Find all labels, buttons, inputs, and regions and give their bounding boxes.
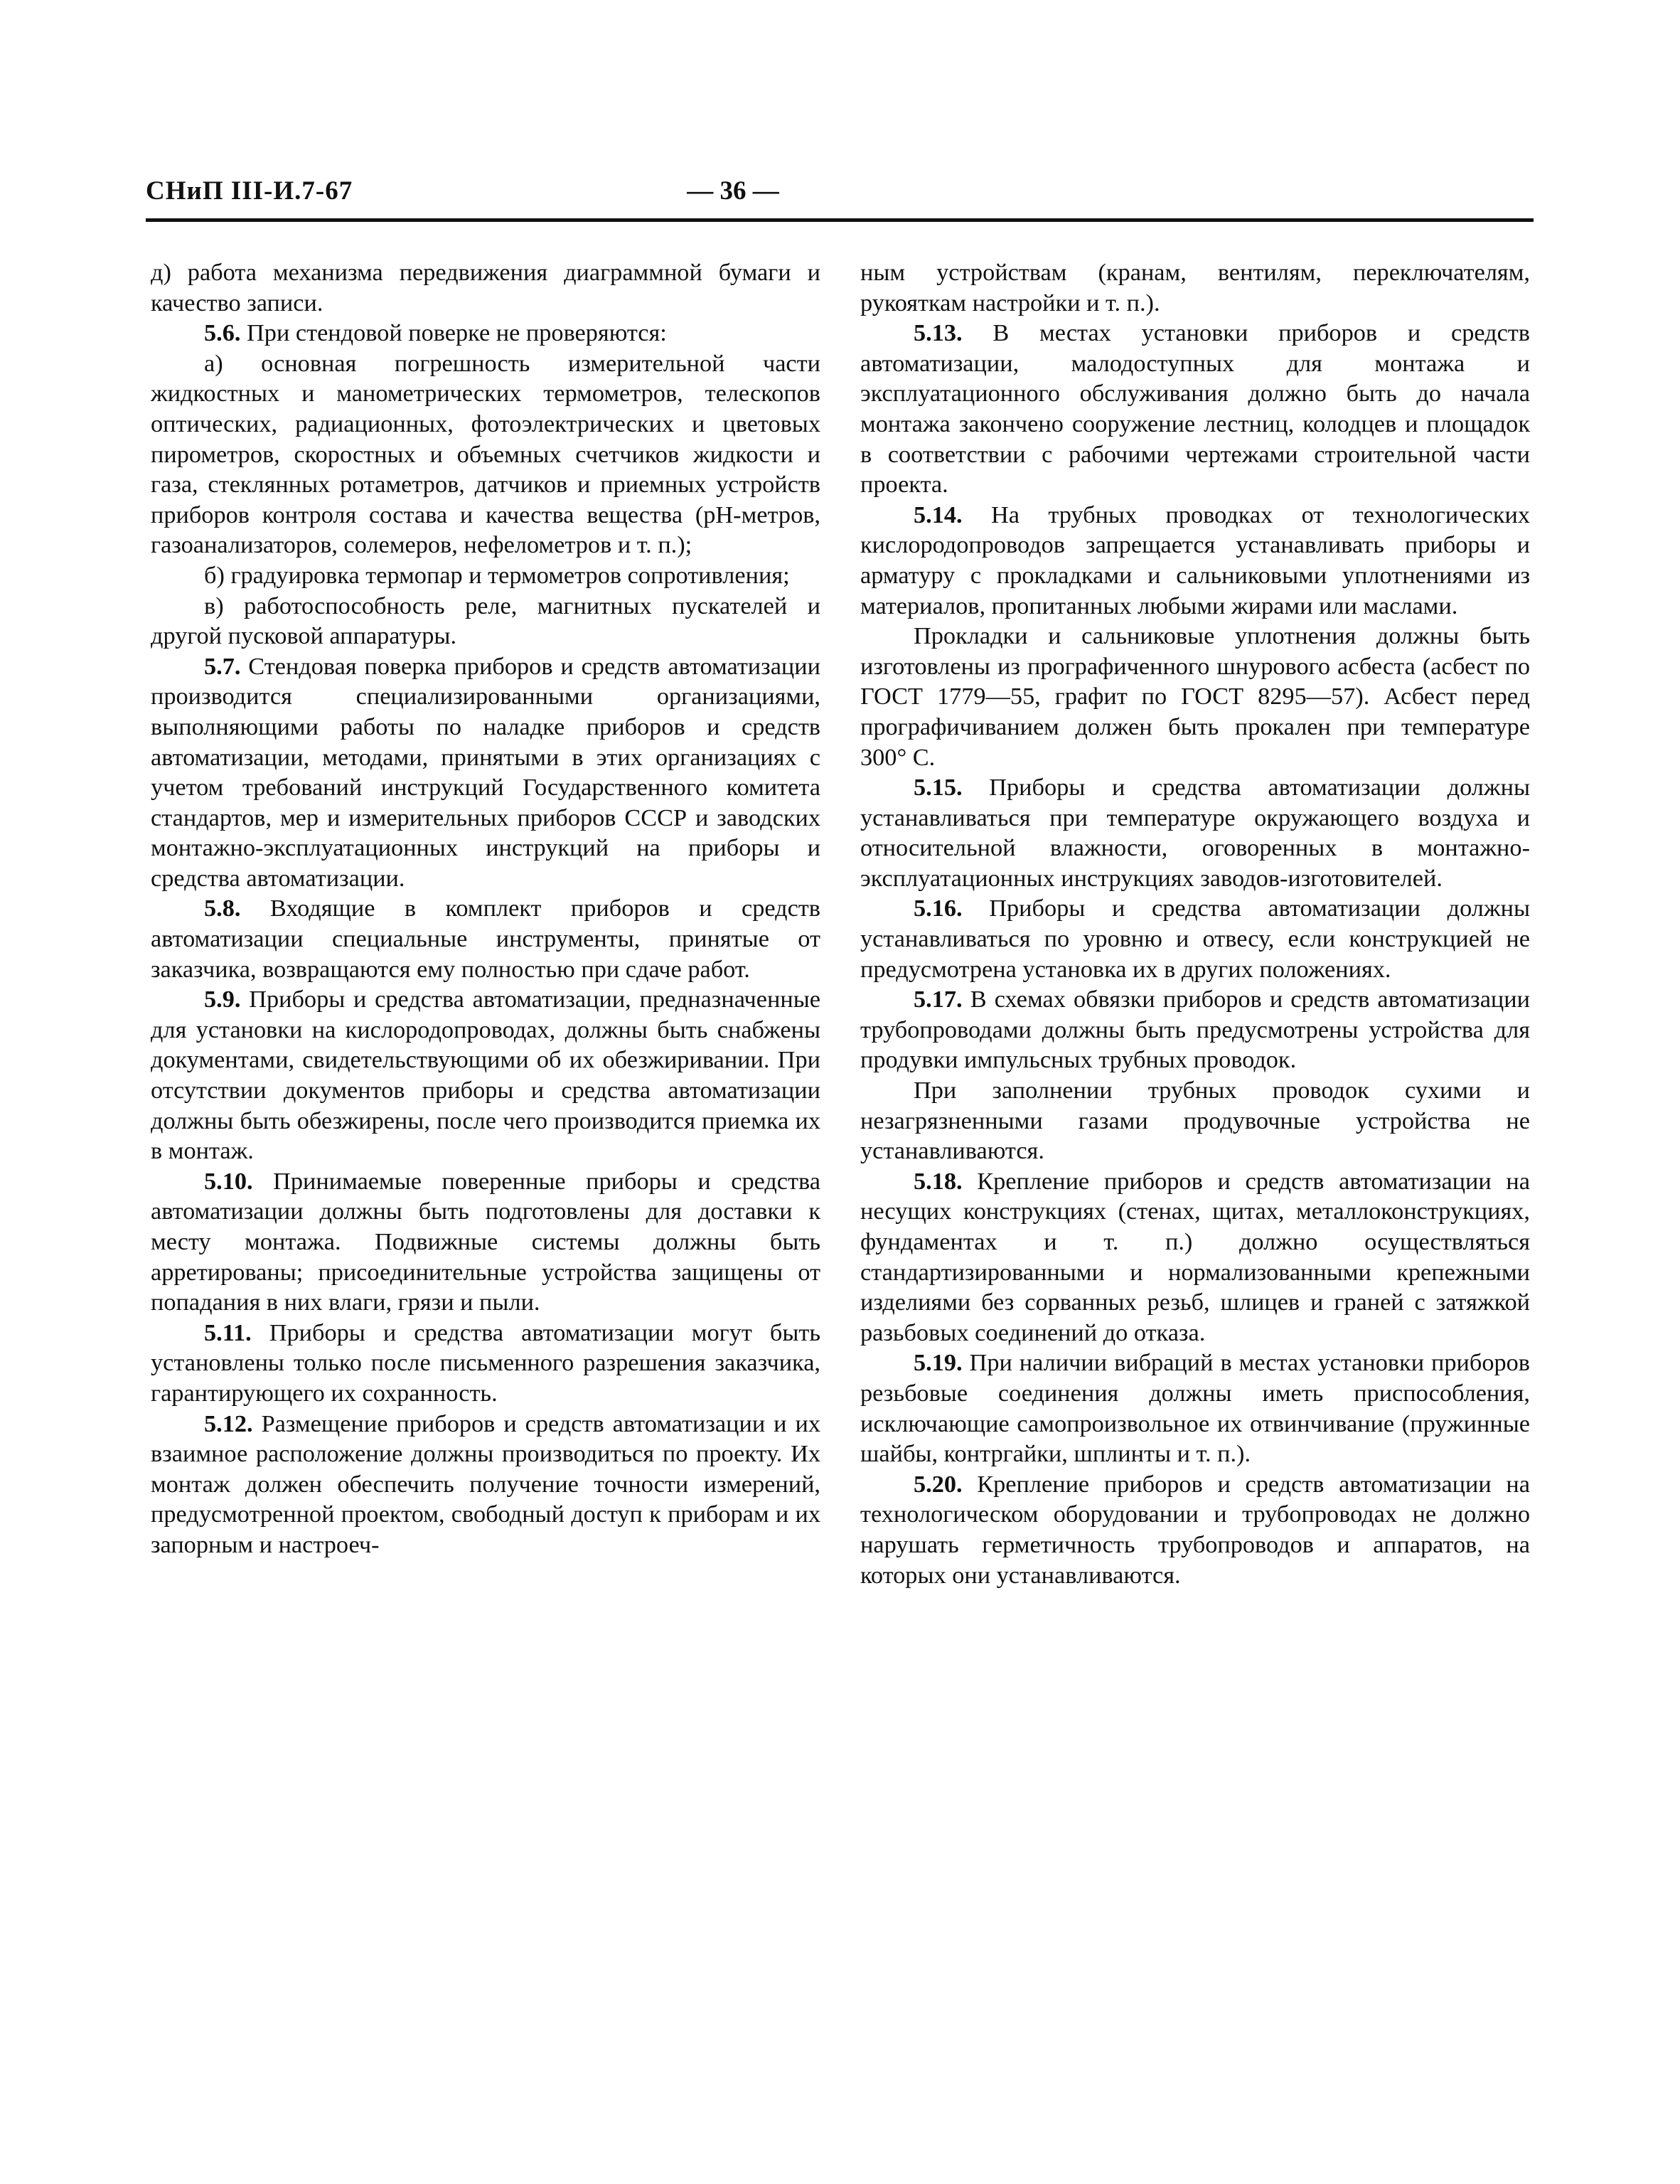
paragraph-text: в) работоспособность реле, магнитных пускателей и другой пусковой аппаратуры. <box>151 592 820 650</box>
paragraph-text: Прокладки и сальниковые уплотнения должны быть изготовлены из прографиченного шнурового асбеста (асбест по ГОСТ 1779—55, графит по ГОСТ 8295—57). Асбест перед прографичиванием должен быть прокален при температуре 300° С. <box>860 622 1530 771</box>
paragraph-text: Приборы и средства автоматизации могут быть установлены только после письменного разрешения заказчика, гарантирующего их сохранность. <box>151 1319 820 1407</box>
page-header <box>146 176 1534 218</box>
clause-number: 5.9. <box>204 986 241 1013</box>
paragraph <box>151 348 820 560</box>
clause-number: 5.10. <box>204 1167 253 1195</box>
paragraph <box>860 893 1530 984</box>
paragraph <box>860 318 1530 500</box>
paragraph <box>151 1166 820 1318</box>
paragraph <box>860 984 1530 1075</box>
clause-number: 5.6. <box>204 319 241 347</box>
paragraph-text: ным устройствам (кранам, вентилям, переключателям, рукояткам настройки и т. п.). <box>860 259 1530 316</box>
paragraph <box>151 984 820 1166</box>
paragraph <box>151 257 820 318</box>
paragraph-text: При заполнении трубных проводок сухими и незагрязненными газами продувочные устройства не устанавливаются. <box>860 1077 1530 1165</box>
clause-number: 5.12. <box>204 1410 253 1437</box>
paragraph <box>151 893 820 984</box>
left-column <box>151 257 820 1560</box>
clause-number: 5.20. <box>914 1470 963 1498</box>
paragraph <box>151 651 820 894</box>
paragraph-text: При наличии вибраций в местах установки приборов резьбовые соединения должны иметь приспособления, исключающие самопроизвольное их отвинчивание (пружинные шайбы, контргайки, шплинты и т. п.). <box>860 1349 1530 1468</box>
clause-number: 5.7. <box>204 652 241 680</box>
paragraph <box>860 1348 1530 1469</box>
header-rule <box>146 218 1534 222</box>
paragraph <box>151 1409 820 1560</box>
paragraph <box>151 560 820 591</box>
paragraph-text: д) работа механизма передвижения диаграммной бумаги и качество записи. <box>151 259 820 316</box>
paragraph-text: Принимаемые поверенные приборы и средства автоматизации должны быть подготовлены для доставки к месту монтажа. Подвижные системы должны быть арретированы; присоединительные устройства защищены от попадания в них влаги, грязи и пыли. <box>151 1167 820 1316</box>
paragraph-text: б) градуировка термопар и термометров сопротивления; <box>204 561 790 589</box>
paragraph-text: Крепление приборов и средств автоматизации на технологическом оборудовании и трубопроводах не должно нарушать герметичность трубопроводов и аппаратов, на которых они устанавливаются. <box>860 1470 1530 1589</box>
clause-number: 5.15. <box>914 774 963 801</box>
clause-number: 5.13. <box>914 319 963 347</box>
paragraph-text: а) основная погрешность измерительной части жидкостных и манометрических термометров, телескопов оптических, радиационных, фотоэлектрических и цветовых пирометров, скоростных и объемных счетчиков жидкости и газа, стеклянных ротаметров, датчиков и приемных устройств приборов контроля состава и качества вещества (рН-метров, газоанализаторов, солемеров, нефелометров и т. п.); <box>151 349 820 559</box>
paragraph-text: В местах установки приборов и средств автоматизации, малодоступных для монтажа и эксплуатационного обслуживания должно быть до начала монтажа закончено сооружение лестниц, колодцев и площадок в соответствии с рабочими чертежами строительной части проекта. <box>860 319 1530 499</box>
paragraph <box>151 1318 820 1409</box>
paragraph <box>860 1166 1530 1348</box>
paragraph <box>151 318 820 348</box>
paragraph-text: Приборы и средства автоматизации должны устанавливаться при температуре окружающего воздуха и относительной влажности, оговоренных в монтажно-эксплуатационных инструкциях заводов-изготовителей. <box>860 774 1530 892</box>
paragraph-text: Размещение приборов и средств автоматизации и их взаимное расположение должны производиться по проекту. Их монтаж должен обеспечить получение точности измерений, предусмотренной проектом, свободный доступ к приборам и их запорным и настроеч- <box>151 1410 820 1558</box>
clause-number: 5.17. <box>914 986 963 1013</box>
paragraph <box>860 1469 1530 1590</box>
paragraph-text: На трубных проводках от технологических кислородопроводов запрещается устанавливать приборы и арматуру с прокладками и сальниковыми уплотнениями из материалов, пропитанных любыми жирами или маслами. <box>860 501 1530 619</box>
paragraph <box>860 1075 1530 1166</box>
paragraph-text: Крепление приборов и средств автоматизации на несущих конструкциях (стенах, щитах, металлоконструкциях, фундаментах и т. п.) должно осуществляться стандартизированными и нормализованными крепежными изделиями без сорванных резьб, шлицев и граней с затяжкой разьбовых соединений до отказа. <box>860 1167 1530 1346</box>
paragraph-text: При стендовой поверке не проверяются: <box>240 319 667 347</box>
paragraph-text: Приборы и средства автоматизации должны устанавливаться по уровню и отвесу, если конструкцией не предусмотрена установка их в других положениях. <box>860 895 1530 983</box>
document-code: СНиП III-И.7-67 <box>146 176 353 206</box>
paragraph-text: Входящие в комплект приборов и средств автоматизации специальные инструменты, принятые от заказчика, возвращаются ему полностью при сдаче работ. <box>151 895 820 983</box>
clause-number: 5.14. <box>914 501 963 528</box>
clause-number: 5.8. <box>204 895 241 922</box>
clause-number: 5.11. <box>204 1319 252 1346</box>
paragraph-text: В схемах обвязки приборов и средств автоматизации трубопроводами должны быть предусмотрены устройства для продувки импульсных трубных проводок. <box>860 986 1530 1074</box>
clause-number: 5.16. <box>914 895 963 922</box>
clause-number: 5.18. <box>914 1167 963 1195</box>
right-column <box>860 257 1530 1590</box>
paragraph <box>860 500 1530 621</box>
paragraph-text: Приборы и средства автоматизации, предназначенные для установки на кислородопроводах, должны быть снабжены документами, свидетельствующими об их обезжиривании. При отсутствии документов приборы и средства автоматизации должны быть обезжирены, после чего производится приемка их в монтаж. <box>151 986 820 1165</box>
paragraph <box>151 591 820 651</box>
paragraph-text: Стендовая поверка приборов и средств автоматизации производится специализированными организациями, выполняющими работы по наладке приборов и средств автоматизации, методами, принятыми в этих организациях с учетом требований инструкций Государственного комитета стандартов, мер и измерительных приборов СССР и заводских монтажно-эксплуатационных инструкций на приборы и средства автоматизации. <box>151 652 820 892</box>
paragraph <box>860 772 1530 893</box>
clause-number: 5.19. <box>914 1349 963 1377</box>
page-number: — 36 — <box>687 176 779 206</box>
paragraph <box>860 257 1530 318</box>
paragraph <box>860 621 1530 772</box>
